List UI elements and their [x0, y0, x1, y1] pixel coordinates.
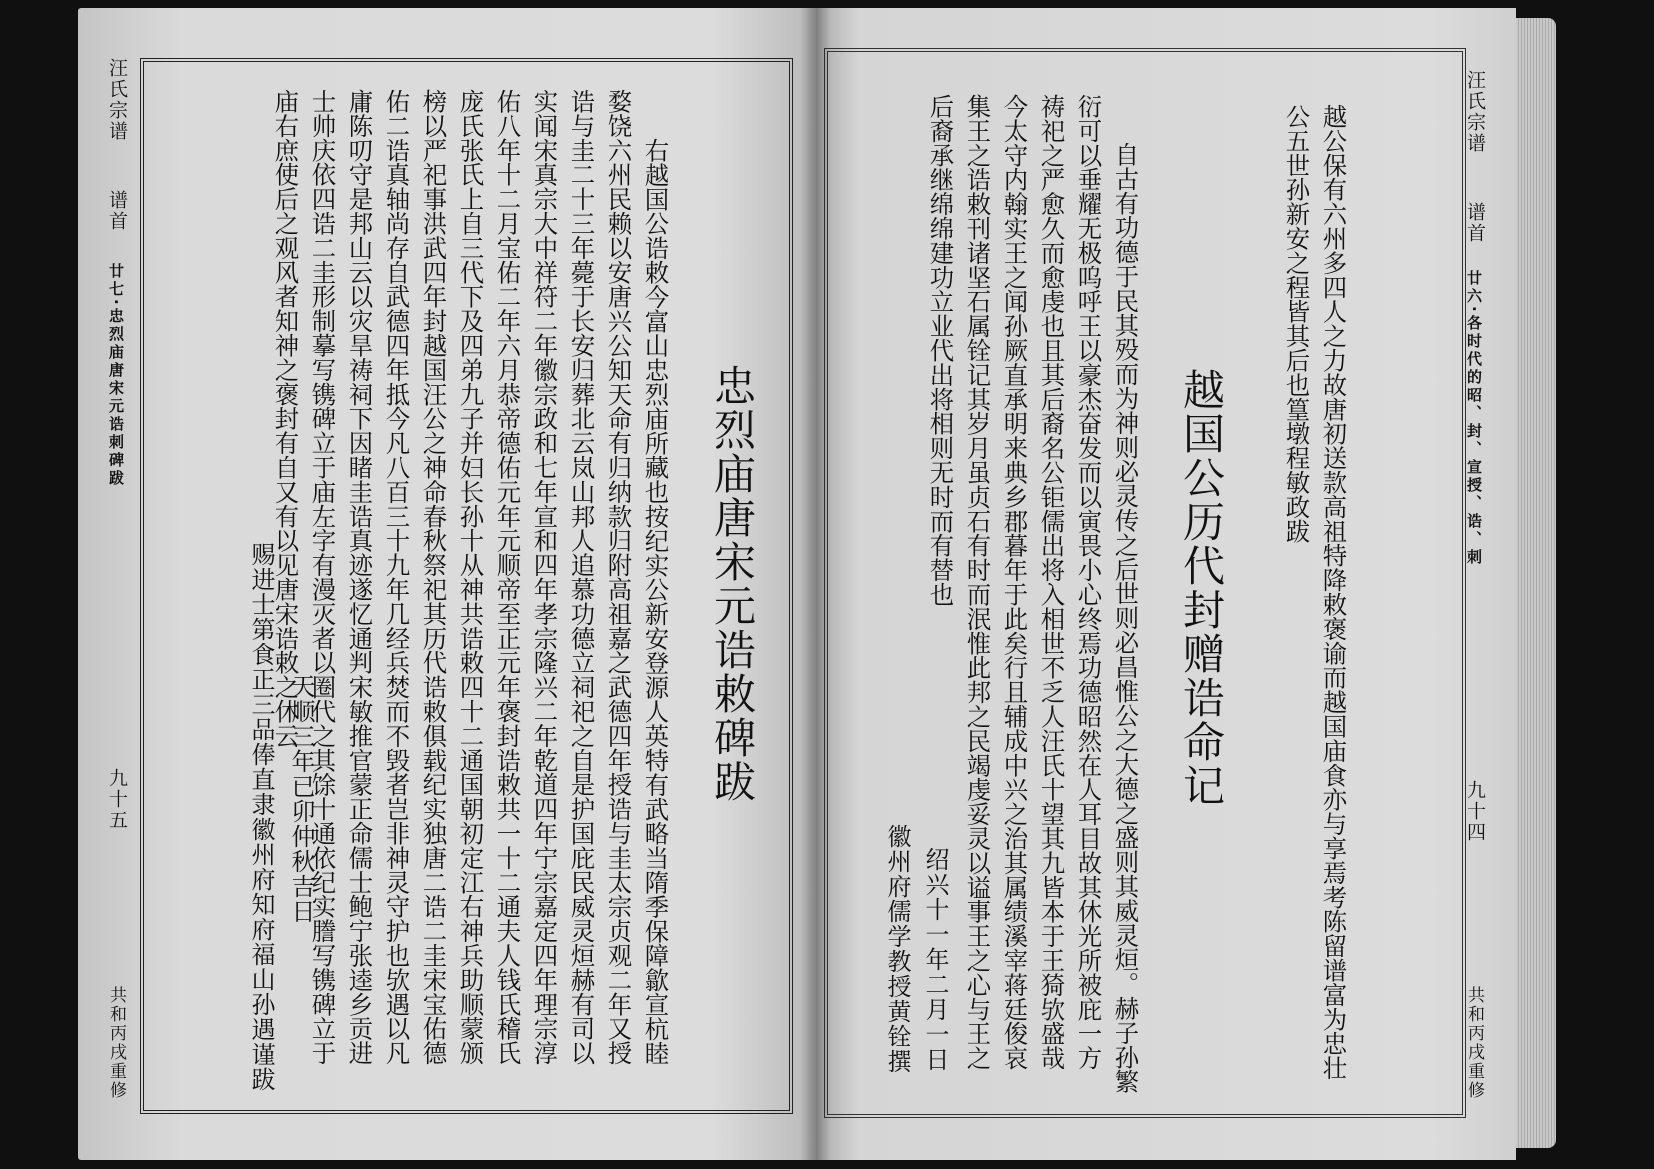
date-line: 绍兴十一年二月一日: [921, 847, 949, 1072]
body-column: 自古有功德于民其殁而为神则必灵传之后世则必昌惟公之大德之盛则其威灵烜。赫子孙繁: [1110, 142, 1140, 1094]
section-heading: 廿七·忠烈庙唐宋元诰刺碑跋: [107, 263, 125, 488]
body-column: 集王之诰敕刊诸坚石属铨记其岁月虽贞石有时而泯惟此邦之民竭虔妥灵以谥事王之心与王之: [962, 94, 992, 1070]
author-line: 徽州府儒学教授黄铨撰: [883, 824, 911, 1074]
page-number: 九十五: [106, 768, 128, 831]
body-column: 佑八年十二月宝佑二年六月恭帝德佑元年元顺帝至正元年褒封诰敕共一十二通夫人钱氏稽氏: [492, 89, 522, 1065]
text-frame: [824, 48, 1466, 1118]
date-line: 天顺三年已卯仲秋吉日: [287, 674, 315, 924]
volume-label: 谱首: [106, 190, 128, 232]
volume-label: 谱首: [1464, 202, 1486, 244]
book-title: 汪氏宗谱: [1464, 70, 1486, 154]
body-column: 榜以严祀事洪武四年封越国汪公之神命春秋祭祀其历代诰敕俱载纪实独唐二诰二圭宋宝佑德: [418, 89, 448, 1065]
preface-column: 越公保有六州多四人之力故唐初送款高祖特降敕褒谕而越国庙食亦与享焉考陈留谱富为忠壮: [1318, 104, 1348, 1080]
page-number: 九十四: [1464, 780, 1486, 843]
page-edges: [1516, 18, 1556, 1148]
left-page: [78, 8, 816, 1160]
body-column: 婺饶六州民赖以安唐兴公知天命有归纳款归附高祖嘉之武德四年授诰与圭太宗贞观二年又授: [603, 89, 633, 1065]
body-column: 今太守内翰实王之闻孙厥直承明来典乡郡暮年于此矣行且辅成中兴之治其属绩溪宰蒋廷俊哀: [999, 94, 1029, 1070]
body-column: 右越国公诰敕今富山忠烈庙所藏也按纪实公新安登源人英特有武略当隋季保障歙宣杭睦: [640, 138, 670, 1066]
title: 越国公历代封赠诰命记: [1177, 368, 1226, 808]
body-column: 庞氏张氏上自三代下及四弟九子并妇长孙十从神共诰敕四十二通国朝初定江右神兵助顺蒙颁: [455, 89, 485, 1065]
edition-label: 共和丙戌重修: [106, 986, 126, 1100]
body-column: 后裔承继绵绵建功立业代出将相则无时而有替也: [925, 94, 955, 607]
section-heading: 廿六·各时代的昭、封、宣授、诰、刺: [1465, 270, 1483, 567]
title: 忠烈庙唐宋元诰敕碑跋: [708, 364, 757, 804]
body-column: 士帅庆依四诰二圭形制摹写镌碑立于庙左字有漫灭者以圈代之其馀十通依纪实謄写镌碑立于: [307, 89, 337, 1065]
book-gutter: [800, 8, 830, 1160]
body-column: 祷祀之严愈久而愈虔也且其后裔名公钜儒出将入相世不乏人汪氏十望其九皆本于王猗欤盛哉: [1036, 94, 1066, 1070]
book-title: 汪氏宗谱: [106, 58, 128, 142]
right-page: [816, 8, 1516, 1160]
edition-label: 共和丙戌重修: [1464, 986, 1484, 1100]
author-line: 赐进士第食正三品俸直隶徽州府知府福山孙遇谨跋: [247, 542, 275, 1092]
body-column: 实闻宋真宗大中祥符二年徽宗政和七年宣和四年孝宗隆兴二年乾道四年宁宗嘉定四年理宗淳: [529, 89, 559, 1065]
body-column: 佑二诰真轴尚存自武德四年抵今凡八百三十九年几经兵焚而不毁者岂非神灵守护也欤遇以凡: [381, 89, 411, 1065]
body-column: 衍可以垂耀无极呜呼王以豪杰奋发而以寅畏小心终焉功德昭然在人耳目故其休光所被庇一方: [1073, 94, 1103, 1070]
preface-column: 公五世孙新安之程皆其后也篁墩程敏政跋: [1281, 104, 1311, 544]
body-column: 庙右庶使后之观风者知神之褒封有自又有以见唐宋诰敕之休云: [270, 89, 300, 748]
body-column: 诰与圭二十三年薨于长安归葬北云岚山邦人追慕功德立祠祀之自是护国庇民威灵烜赫有司以: [566, 89, 596, 1065]
body-column: 庸陈叨守是邦山云以灾旱祷祠下因睹圭诰真迹遂忆通判宋敏推官蒙正命儒士鲍宁张逵乡贡进: [344, 89, 374, 1065]
text-frame: [140, 58, 793, 1114]
